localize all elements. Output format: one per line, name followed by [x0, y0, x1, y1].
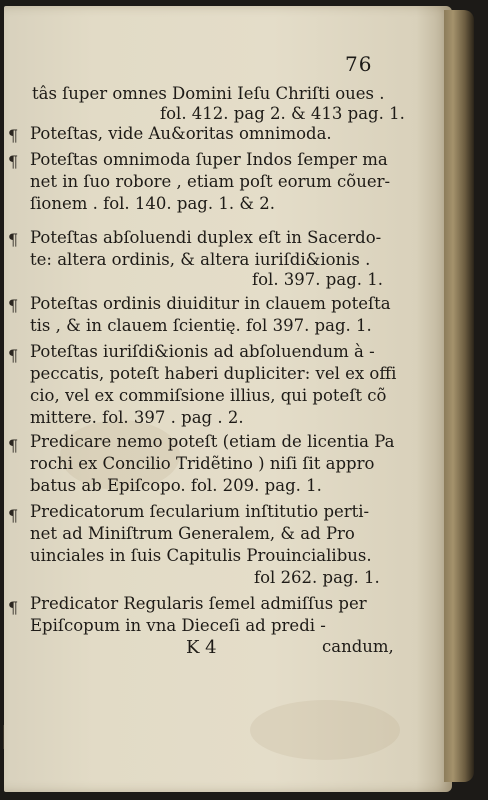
- index-line: Poteſtas ordinis diuiditur in clauem poteſta: [30, 294, 391, 313]
- index-line: net in ſuo robore , etiam poſt eorum cõuer-: [30, 172, 391, 191]
- index-line: fol. 397. pag. 1.: [252, 270, 383, 289]
- index-line: ſionem . fol. 140. pag. 1. & 2.: [30, 194, 275, 213]
- index-line: tis , & in clauem ſcientię. fol 397. pag. 1.: [30, 316, 372, 335]
- index-line: fol 262. pag. 1.: [254, 568, 380, 587]
- index-line: uinciales in ſuis Capitulis Prouincialibus.: [30, 546, 372, 565]
- catchword: candum,: [322, 637, 394, 656]
- signature-mark: K 4: [186, 637, 217, 658]
- pilcrow-mark: ¶: [8, 152, 19, 171]
- pilcrow-mark: ¶: [8, 230, 19, 249]
- index-line: Poteſtas iuriſdi&ionis ad abſoluendum à -: [30, 342, 375, 361]
- pilcrow-mark: ¶: [8, 598, 19, 617]
- index-line: Poteſtas abſoluendi duplex eſt in Sacerdo-: [30, 228, 382, 247]
- page-number: 76: [345, 52, 373, 76]
- index-line: rochi ex Concilio Tridẽtino ) niſi ſit appro: [30, 454, 375, 473]
- pilcrow-mark: ¶: [8, 296, 19, 315]
- index-line: peccatis, poteſt haberi dupliciter: vel ex offi: [30, 364, 397, 383]
- index-line: te: altera ordinis, & altera iuriſdi&ionis .: [30, 250, 371, 269]
- margin-mark: [3, 725, 8, 749]
- pilcrow-mark: ¶: [8, 506, 19, 525]
- index-line: fol. 412. pag 2. & 413 pag. 1.: [160, 104, 405, 123]
- pilcrow-mark: ¶: [8, 126, 19, 145]
- pilcrow-mark: ¶: [8, 436, 19, 455]
- index-line: Predicatorum ſecularium inſtitutio perti-: [30, 502, 370, 521]
- pilcrow-mark: ¶: [8, 346, 19, 365]
- index-line: Poteſtas, vide Au&oritas omnimoda.: [30, 124, 332, 143]
- index-line: Epiſcopum in vna Dieceſi ad predi -: [30, 616, 326, 635]
- index-line: net ad Miniſtrum Generalem, & ad Pro: [30, 524, 355, 543]
- index-line: Poteſtas omnimoda ſuper Indos ſemper ma: [30, 150, 388, 169]
- index-line: Predicare nemo poteſt (etiam de licentia Pa: [30, 432, 395, 451]
- index-line: tâs ſuper omnes Domini Ieſu Chriſti oues .: [32, 84, 385, 103]
- index-line: cio, vel ex commiſsione illius, qui poteſt cõ: [30, 386, 387, 405]
- index-line: mittere. fol. 397 . pag . 2.: [30, 408, 244, 427]
- index-line: Predicator Regularis ſemel admiſſus per: [30, 594, 367, 613]
- index-line: batus ab Epiſcopo. fol. 209. pag. 1.: [30, 476, 322, 495]
